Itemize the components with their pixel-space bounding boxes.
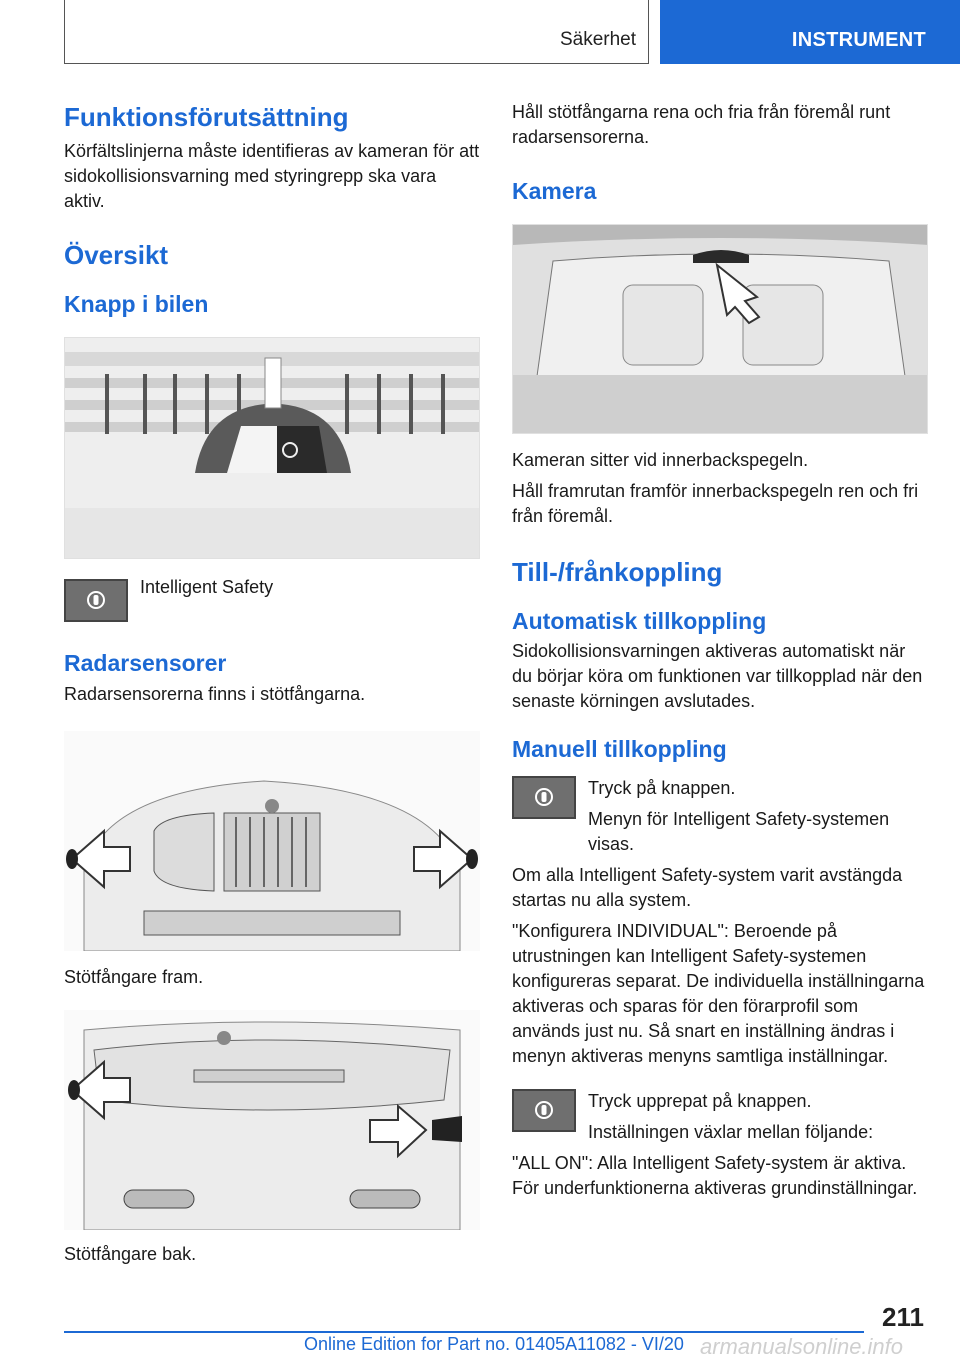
intelligent-safety-button-icon <box>512 1089 576 1132</box>
header-section-tab <box>64 0 649 64</box>
heading-funktionsforutsattning: Funktionsförutsättning <box>64 102 349 132</box>
figure-rear-bumper <box>64 1010 480 1230</box>
caption-front-bumper: Stötfångare fram. <box>64 966 204 987</box>
step-row-tryck <box>512 776 928 857</box>
paragraph-installningen: Inställningen växlar mellan följande: <box>588 1121 874 1142</box>
intelligent-safety-button-icon <box>64 579 128 622</box>
left-column <box>64 100 480 1267</box>
right-column <box>512 100 928 1201</box>
header-chapter-label: INSTRUMENT <box>791 29 926 51</box>
paragraph-om-alla: Om alla Intelligent Safety-system varit avstängda startas nu alla system. <box>512 864 903 910</box>
paragraph-automatisk: Sidokollisionsvarningen aktiveras automatiskt när du börjar köra om funktionen var tillkopplad när den senaste körningen avslutades. <box>512 641 923 712</box>
heading-radarsensorer: Radarsensorer <box>64 649 227 676</box>
header-section-label: Säkerhet <box>559 29 636 50</box>
paragraph-clean-bumpers: Håll stötfångarna rena och fria från föremål runt radarsensorerna. <box>512 102 891 147</box>
figure-camera <box>512 224 928 434</box>
icon-label: Intelligent Safety <box>140 576 274 597</box>
caption-rear-bumper: Stötfångare bak. <box>64 1243 197 1264</box>
figure-front-bumper <box>64 731 480 951</box>
page-number: 211 <box>882 1302 924 1332</box>
icon-row-intelligent-safety <box>64 576 480 622</box>
heading-automatisk: Automatisk tillkoppling <box>512 607 767 634</box>
paragraph-funktion: Körfältslinjerna måste identifieras av kameran för att sidokollisionsvarning med styringrepp ska vara aktiv. <box>64 141 480 212</box>
paragraph-tryck: Tryck på knappen. <box>588 777 736 798</box>
footer-watermark: armanualsonline.info <box>700 1334 904 1359</box>
heading-manuell: Manuell tillkoppling <box>512 736 727 763</box>
intelligent-safety-button-icon <box>512 776 576 819</box>
heading-knapp: Knapp i bilen <box>64 291 209 318</box>
header-chapter-tab <box>660 0 960 64</box>
paragraph-tryck-upprepat: Tryck upprepat på knappen. <box>588 1090 812 1111</box>
paragraph-kamera-position: Kameran sitter vid innerbackspegeln. <box>512 449 809 470</box>
footer-divider <box>64 1331 864 1333</box>
figure-button-in-car <box>64 337 480 559</box>
paragraph-all-on: "ALL ON": Alla Intelligent Safety-system är aktiva. För underfunktionerna aktiveras grundinställningar. <box>512 1152 918 1198</box>
paragraph-menyn: Menyn för Intelligent Safety-systemen visas. <box>588 808 890 854</box>
step-row-tryck-upprepat <box>512 1089 928 1145</box>
footer-edition: Online Edition for Part no. 01405A11082 - VI/20 <box>304 1334 684 1354</box>
heading-oversikt: Översikt <box>64 240 169 271</box>
paragraph-radar: Radarsensorerna finns i stötfångarna. <box>64 683 366 704</box>
paragraph-konfigurera: "Konfigurera INDIVIDUAL": Beroende på utrustningen kan Intelligent Safety-systemen konfigureras separat. De individuella inställningarna aktiveras och sparas för den förarprofil som används just nu. Så snart en inställning ändras i menyn aktiveras menyns samtliga inställningar. <box>512 920 925 1066</box>
heading-till-franskoppling: Till-/frånkoppling <box>512 556 723 587</box>
paragraph-kamera-clean: Håll framrutan framför innerbackspegeln ren och fri från föremål. <box>512 480 919 526</box>
heading-kamera: Kamera <box>512 178 597 204</box>
